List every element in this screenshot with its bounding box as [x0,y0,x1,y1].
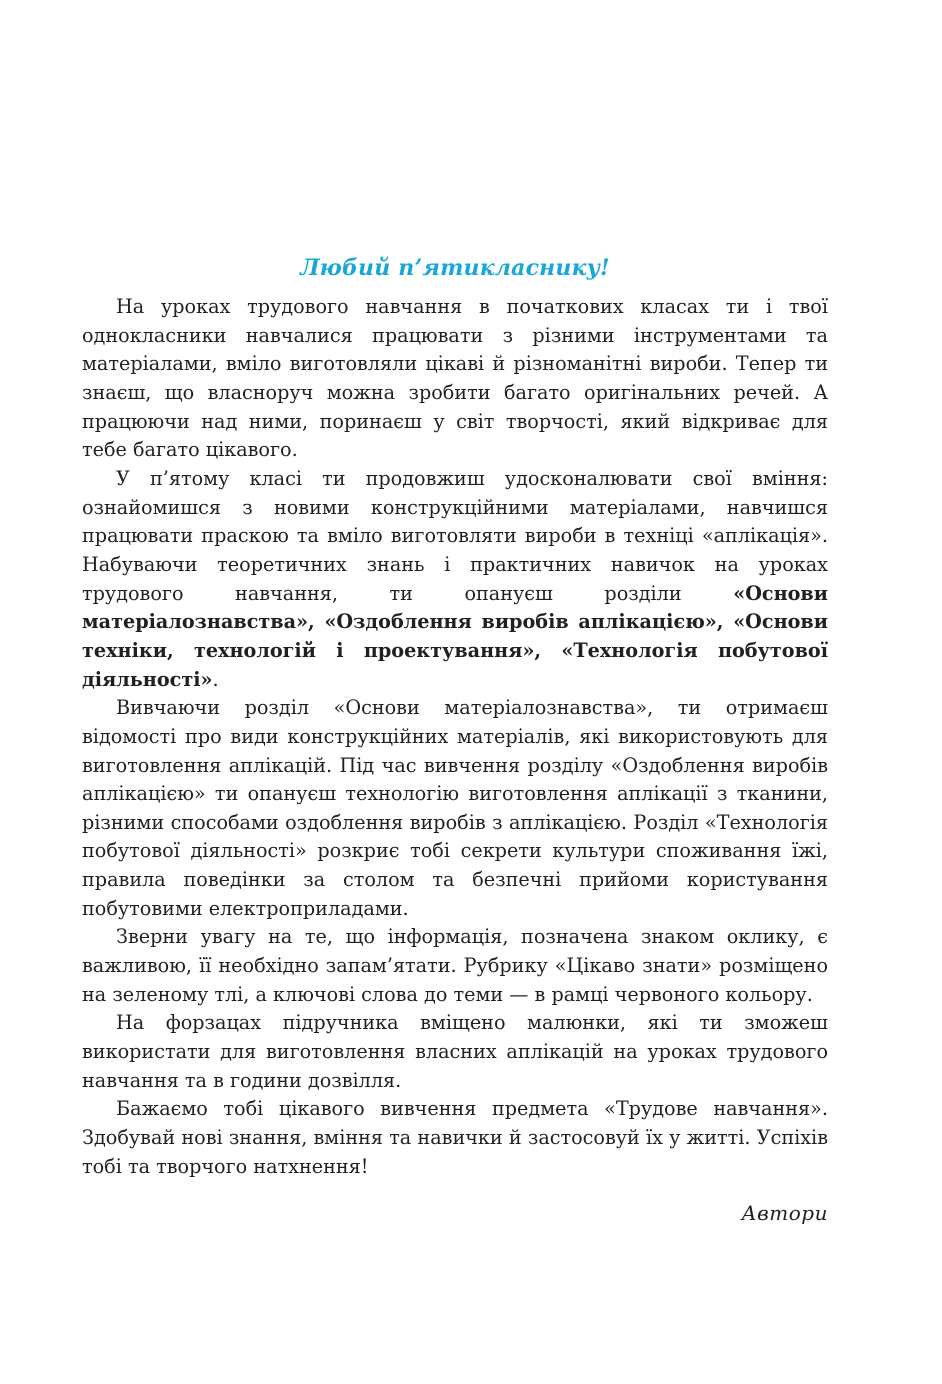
paragraph-attention [82,923,828,1009]
document-page [82,252,828,1228]
paragraph-fifth-grade-tail: . [212,667,219,691]
signature-authors: Автори [741,1201,828,1226]
page-title: Любий п’ятикласнику! [300,255,610,281]
paragraph-sections-text: Вивчаючи розділ «Основи матеріалознавства», ти отримаєш відомості про види конструкційних матеріалів, які використовують для виготовлення аплікацій. Під час вивчення розділу «Оздоблення виробів аплікацією» ти опануєш технологію виготовлення аплікації з тканини, різними способами оздоблення виробів з аплікацією. Розділ «Технологія побутової діяльності» розкриє тобі секрети культури споживання їжі, правила поведінки за столом та безпечні прийоми користування побутовими електроприладами. [82,696,828,920]
paragraph-fifth-grade-text: У п’ятому класі ти продовжиш удосконалювати свої вміння: ознайомишся з новими конструкційними матеріалами, навчишся працювати праскою та вміло виготовляти вироби в техніці «аплікація». Набуваючи теоретичних знань і практичних навичок на уроках трудового навчання, ти опануєш розділи [82,466,828,605]
paragraph-sections [82,694,828,923]
paragraph-intro [82,293,828,465]
paragraph-endpapers-text: На форзацах підручника вміщено малюнки, які ти зможеш використати для виготовлення власних аплікацій на уроках трудового навчання та в години дозвілля. [82,1011,828,1092]
paragraph-intro-text: На уроках трудового навчання в початкових класах ти і твої однокласники навчалися працювати з різними інструментами та матеріалами, вміло виготовляли цікаві й різноманітні вироби. Тепер ти знаєш, що власноруч можна зробити багато оригінальних речей. А працюючи над ними, поринаєш у світ творчості, який відкриває для тебе багато цікавого. [82,295,828,462]
section-names-bold: «Основи матеріалознавства», «Оздоблення виробів аплікацією», «Основи техніки, технологій і проектування», «Технологія побутової діяльності» [82,581,828,691]
paragraph-endpapers [82,1009,828,1095]
paragraph-fifth-grade [82,465,828,694]
paragraph-wishes-text: Бажаємо тобі цікавого вивчення предмета «Трудове навчання». Здобувай нові знання, вміння та навички й застосовуй їх у житті. Успіхів тобі та творчого натхнення! [82,1097,828,1178]
paragraph-wishes [82,1095,828,1181]
paragraph-attention-text: Зверни увагу на те, що інформація, позначена знаком оклику, є важливою, її необхідно запам’ятати. Рубрику «Цікаво знати» розміщено на зеленому тлі, а ключові слова до теми — в рамці червоного кольору. [82,925,828,1006]
